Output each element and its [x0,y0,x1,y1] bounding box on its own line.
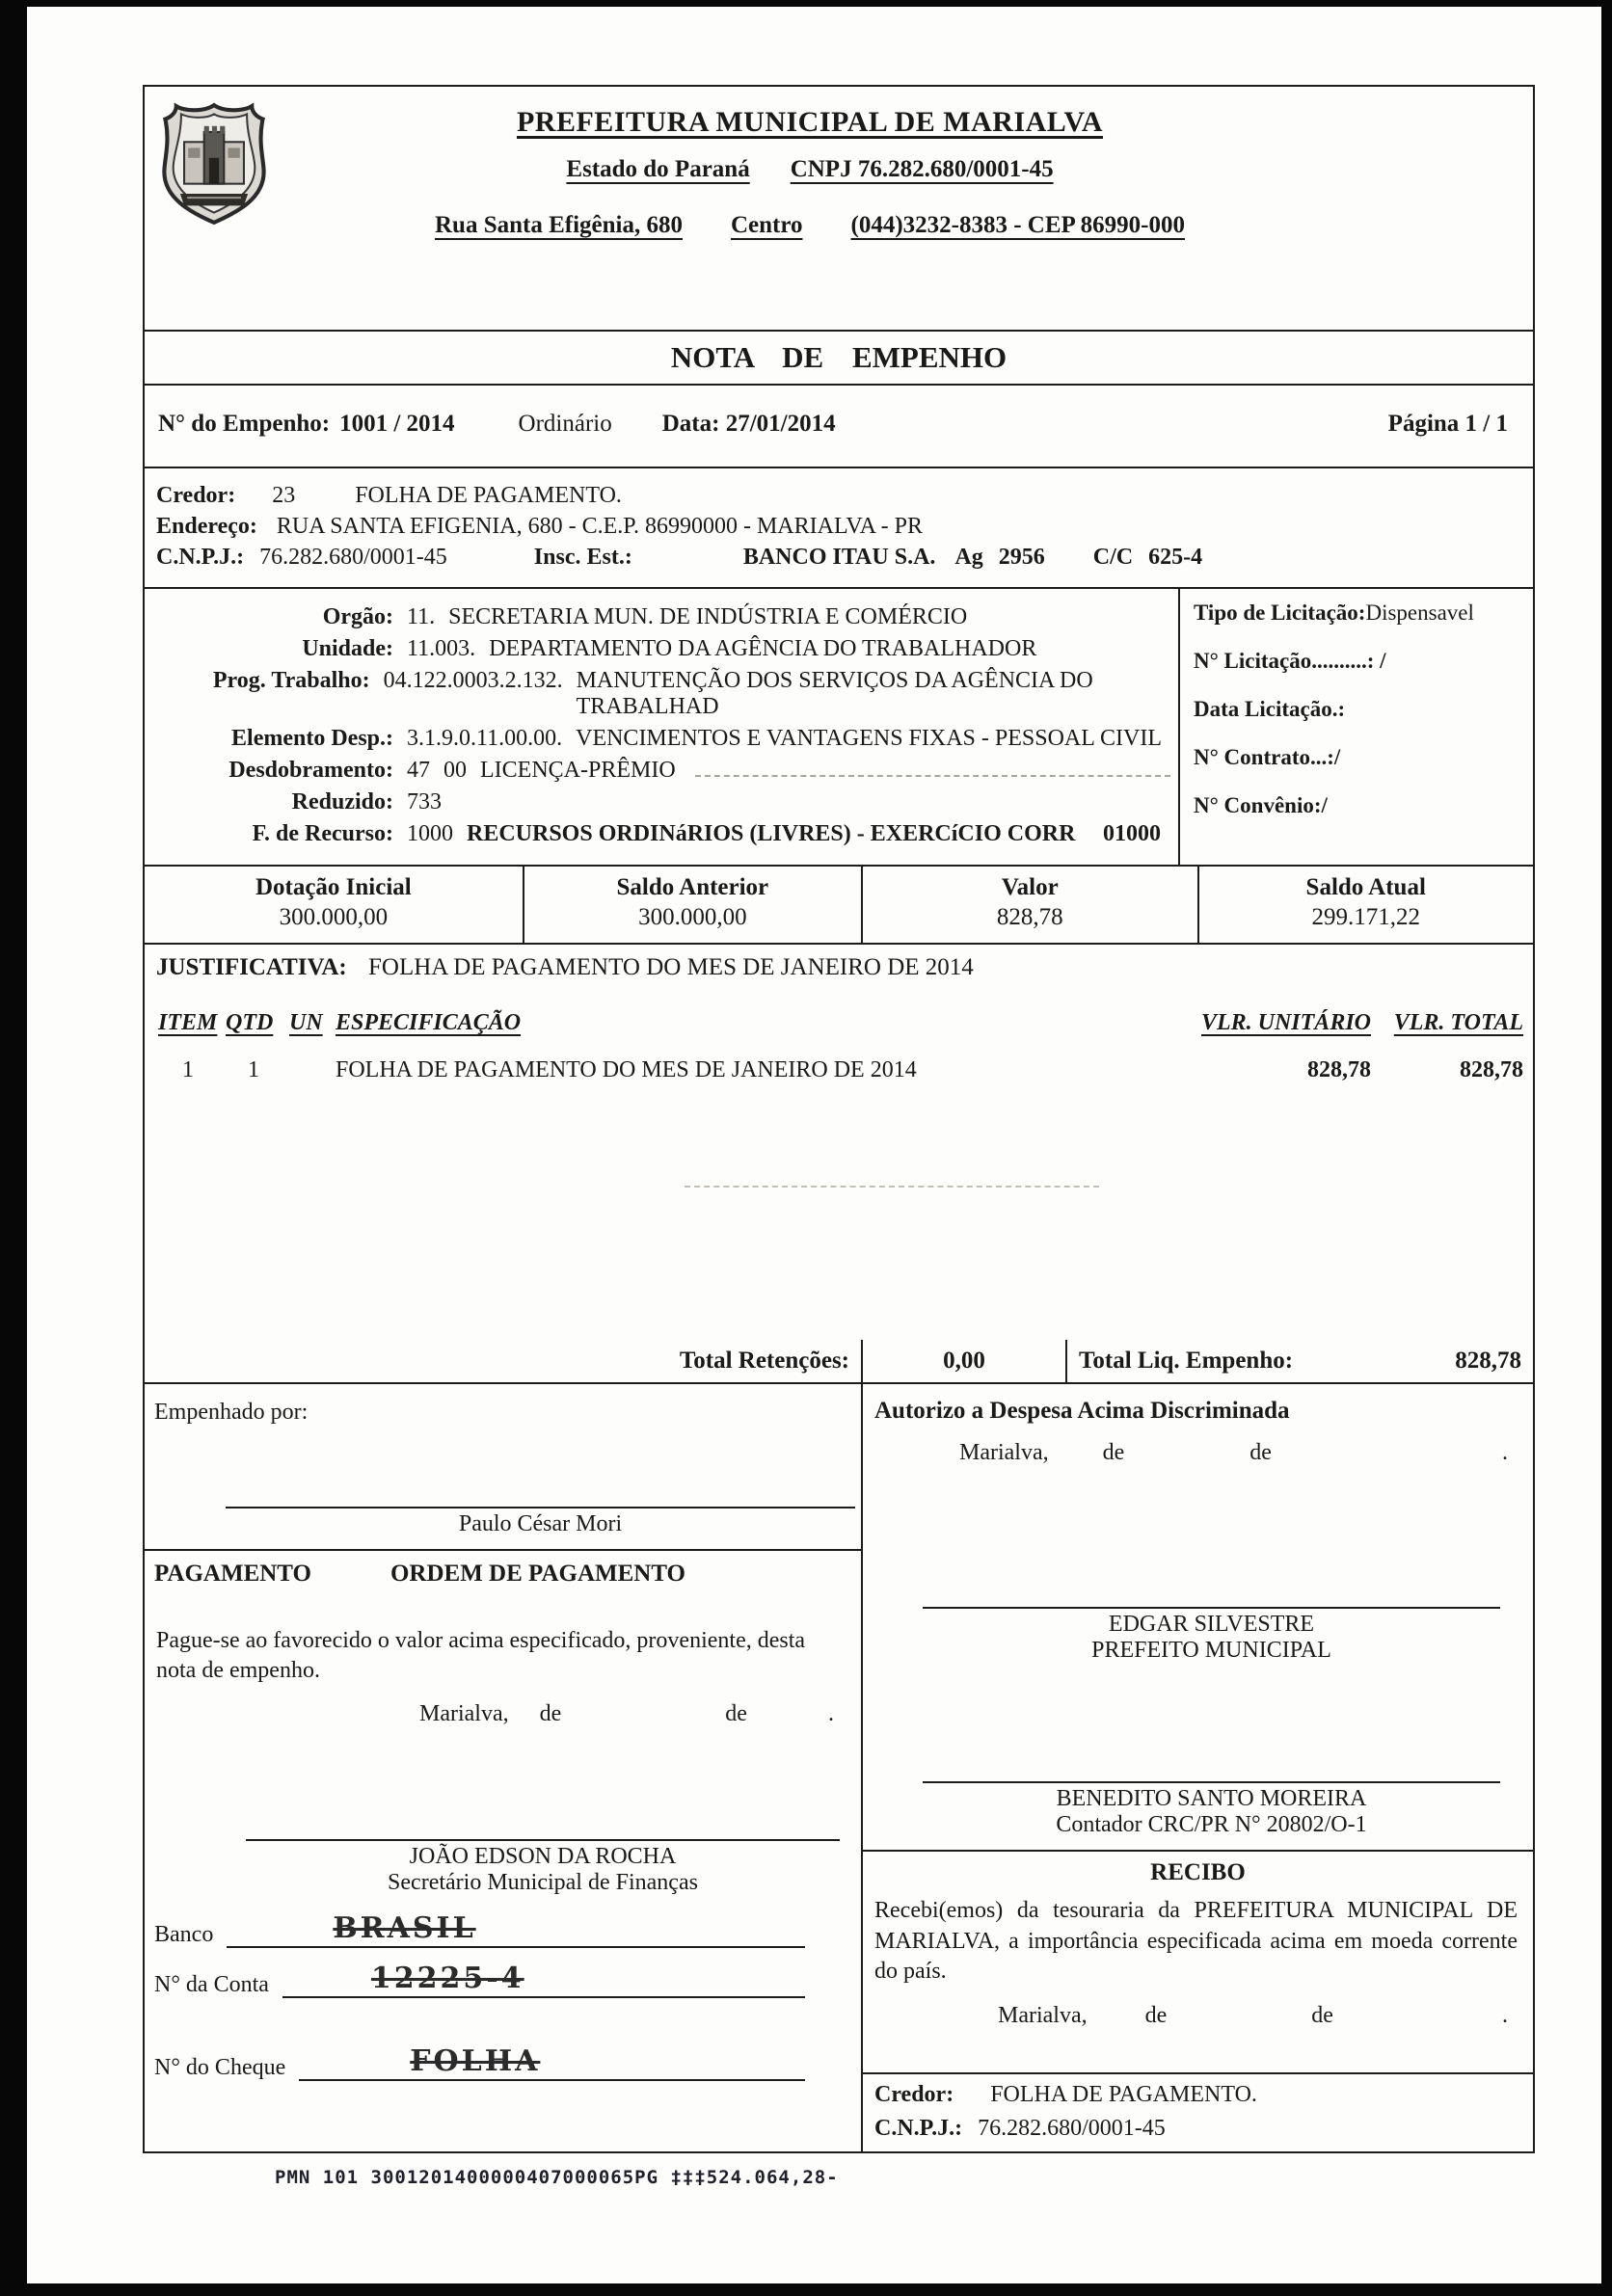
banco-manuscrito: BRASIL [333,1911,476,1946]
dotacao-inicial-header: Dotação Inicial [255,874,412,900]
saldo-atual-header: Saldo Atual [1305,874,1426,900]
numero-contrato-label: N° Contrato...:/ [1194,745,1341,769]
agencia-label: Ag [954,545,983,570]
dotacao-inicial-value: 300.000,00 [279,904,389,930]
contador-signature-block [923,1781,1500,1838]
cnpj-row [156,545,1519,571]
desdobramento-code2: 00 [443,758,467,783]
ponto-final: . [1502,2003,1508,2029]
prefeito-signature-block [923,1607,1500,1664]
recibo-credor-label: Credor: [874,2082,954,2107]
reduzido-label: Reduzido: [291,789,393,814]
elemento-desp-code: 3.1.9.0.11.00.00. [407,726,563,751]
municipal-crest-logo [145,87,313,232]
data-local-row-direita-2 [863,1988,1533,2029]
header-text [313,87,1306,239]
orcamento-section [143,587,1535,867]
valor-cell [861,867,1196,943]
prog-trabalho-row [145,668,1178,720]
totais-row [143,1338,1535,1384]
total-liquido-cell [1067,1340,1533,1382]
autorizo-despesa-label: Autorizo a Despesa Acima Discriminada [874,1398,1290,1424]
numero-convenio-label: N° Convênio:/ [1194,793,1328,817]
item-number: 1 [182,1057,194,1082]
header-line-2 [313,156,1306,183]
prog-trabalho-desc: MANUTENÇÃO DOS SERVIÇOS DA AGÊNCIA DO TRABALHAD [576,668,1093,719]
itens-header-row [145,1010,1533,1036]
banco-line [227,1911,805,1948]
saldo-anterior-cell [523,867,861,943]
de-label: de [1249,1440,1272,1465]
ordem-pagamento-label: ORDEM DE PAGAMENTO [390,1561,685,1587]
cnpj-label: C.N.P.J.: [156,545,245,570]
secretario-signature-block [246,1839,840,1896]
elemento-desp-desc: VENCIMENTOS E VANTAGENS FIXAS - PESSOAL CIVIL [576,726,1163,751]
banco-label: Banco [154,1922,214,1948]
saldos-table [143,865,1535,945]
agencia-value: 2956 [998,545,1045,570]
justificativa-label: JUSTIFICATIVA: [156,954,347,980]
endereco-value: RUA SANTA EFIGENIA, 680 - C.E.P. 86990000 - MARIALVA - PR [276,514,924,539]
dot-matrix-footer-code: PMN 101 3001201400000407000065PG ‡‡‡524.064,28- [275,2167,839,2188]
prefeito-nome: EDGAR SILVESTRE [1108,1612,1315,1637]
unidade-label: Unidade: [302,636,393,661]
coluna-esquerda [145,1384,863,2151]
total-liquido-label: Total Liq. Empenho: [1079,1348,1294,1374]
nota-de-empenho-form [143,85,1535,2153]
de-label: de [1311,2003,1333,2029]
prefeito-cargo: PREFEITO MUNICIPAL [1091,1638,1331,1663]
numero-licitacao-label: N° Licitação..........: / [1194,649,1386,673]
contador-cargo: Contador CRC/PR N° 20802/O-1 [1056,1812,1367,1837]
fonte-recurso-code: 1000 [407,821,453,846]
especificacao-col-header: ESPECIFICAÇÃO [336,1010,522,1035]
vlr-total-col-header: VLR. TOTAL [1393,1010,1523,1035]
secretario-nome: JOÃO EDSON DA ROCHA [409,1844,677,1870]
valor-value: 828,78 [996,904,1063,930]
recibo-cnpj-row [863,2108,1533,2142]
cidade-label: Marialva, [959,1440,1049,1465]
item-especificacao: FOLHA DE PAGAMENTO DO MES DE JANEIRO DE 2014 [336,1057,917,1082]
scan-dash-artifact-2 [685,1186,1099,1188]
prog-trabalho-code: 04.122.0003.2.132. [383,668,563,693]
crest-icon [160,102,268,226]
cheque-fieldrow [145,2044,861,2108]
itens-section [143,993,1535,1340]
recibo-credor-row [863,2074,1533,2108]
endereco-label: Endereço: [156,514,257,539]
fonte-recurso-row [145,821,1178,847]
justificativa-row [143,943,1535,995]
cnpj-header: CNPJ 76.282.680/0001-45 [790,156,1054,182]
empenho-date: Data: 27/01/2014 [661,411,836,437]
fonte-recurso-label: F. de Recurso: [252,821,393,846]
recibo-credor-value: FOLHA DE PAGAMENTO. [990,2082,1257,2107]
data-local-row-esquerda [145,1686,861,1727]
scan-edge-right [1601,0,1612,2296]
ordem-pagamento-texto: Pague-se ao favorecido o valor acima especificado, proveniente, desta nota de empenho. [156,1628,806,1684]
credor-label: Credor: [156,483,236,508]
conta-corrente-value: 625-4 [1148,545,1203,570]
total-retencoes-label: Total Retenções: [145,1340,863,1382]
document-header [143,85,1535,332]
endereco-row [156,514,1519,540]
item-row [145,1057,1533,1083]
empenhado-nome: Paulo César Mori [458,1511,623,1536]
tipo-licitacao-value: Dispensavel [1365,601,1474,625]
scan-edge-bottom [0,2283,1612,2296]
recibo-box [863,1850,1533,2151]
conta-fieldrow [145,1962,861,1998]
orgao-code: 11. [407,604,436,629]
credor-code: 23 [272,483,296,508]
cnpj-value: 76.282.680/0001-45 [259,545,447,570]
fonte-recurso-desc: RECURSOS ORDINáRIOS (LIVRES) - EXERCíCIO CORR [467,821,1076,846]
pagamento-box [145,1549,861,2151]
recibo-cnpj-label: C.N.P.J.: [874,2116,963,2141]
conta-corrente-label: C/C [1092,545,1134,570]
street-address: Rua Santa Efigênia, 680 [434,212,683,238]
recibo-texto: Recebi(emos) da tesouraria da PREFEITURA MUNICIPAL DE MARIALVA, a importância especificada acima em moeda corrente do país. [874,1898,1518,1985]
data-licitacao-label: Data Licitação.: [1194,697,1346,721]
header-line-3 [313,212,1306,239]
qtd-col-header: QTD [226,1010,274,1035]
reduzido-row [145,789,1178,815]
data-local-row-direita-1 [863,1425,1533,1466]
document-title: NOTA DE EMPENHO [143,330,1535,386]
desdobramento-desc: LICENÇA-PRÊMIO [480,758,676,783]
total-liquido-value: 828,78 [1455,1348,1521,1374]
numero-conta-label: N° da Conta [154,1972,269,1998]
unidade-row [145,636,1178,662]
un-col-header: UN [289,1010,323,1035]
cheque-line [299,2044,805,2081]
insc-est-label: Insc. Est.: [533,545,632,570]
district-label: Centro [730,212,803,238]
saldo-atual-value: 299.171,22 [1311,904,1420,930]
valor-header: Valor [1001,874,1059,900]
scan-dash-artifact [695,775,1170,777]
saldo-anterior-header: Saldo Anterior [616,874,769,900]
cidade-label: Marialva, [998,2003,1088,2029]
item-vlr-total: 828,78 [1460,1057,1523,1082]
empenho-type: Ordinário [518,411,612,437]
recibo-cnpj-value: 76.282.680/0001-45 [978,2116,1166,2141]
vlr-unitario-col-header: VLR. UNITÁRIO [1200,1010,1371,1035]
orcamento-classification [145,589,1178,865]
desdobramento-row [145,758,1178,784]
cheque-manuscrito: FOLHA [410,2044,541,2079]
recibo-titulo: RECIBO [1150,1859,1246,1885]
reduzido-code: 733 [407,789,442,814]
conta-manuscrito: 12225-4 [370,1962,524,1996]
scan-edge-top [0,0,1612,7]
ponto-final: . [827,1701,834,1727]
tipo-licitacao-row [1194,601,1527,626]
fonte-recurso-extra: 01000 [1103,821,1161,846]
unidade-desc: DEPARTAMENTO DA AGÊNCIA DO TRABALHADOR [489,636,1037,661]
item-qtd: 1 [248,1057,259,1082]
desdobramento-label: Desdobramento: [228,758,393,783]
saldo-atual-cell [1197,867,1533,943]
empenho-header-row [143,384,1535,468]
banco-fieldrow [145,1911,861,1948]
cidade-label: Marialva, [419,1701,509,1727]
empenho-number: 1001 / 2014 [339,411,455,437]
total-retencoes-value: 0,00 [863,1340,1067,1382]
tipo-licitacao-label: Tipo de Licitação: [1194,601,1366,625]
elemento-desp-row [145,726,1178,752]
prefeitura-title: PREFEITURA MUNICIPAL DE MARIALVA [516,106,1104,138]
pagamento-label: PAGAMENTO [154,1561,311,1587]
estado-label: Estado do Paraná [566,156,750,182]
empenhado-por-label: Empenhado por: [154,1400,309,1425]
dotacao-inicial-cell [145,867,523,943]
secretario-cargo: Secretário Municipal de Finanças [388,1870,698,1896]
orgao-desc: SECRETARIA MUN. DE INDÚSTRIA E COMÉRCIO [448,604,968,629]
de-label: de [1102,1440,1125,1465]
phone-cep: (044)3232-8383 - CEP 86990-000 [850,212,1185,238]
pagamento-header [145,1551,861,1588]
de-label: de [539,1701,562,1727]
unidade-code: 11.003. [407,636,476,661]
page-indicator: Página 1 / 1 [1387,411,1508,437]
de-label: de [1144,2003,1168,2029]
contador-nome: BENEDITO SANTO MOREIRA [1056,1786,1367,1811]
orgao-row [145,604,1178,630]
coluna-direita [863,1384,1533,2151]
licitacao-column [1178,589,1533,865]
prog-trabalho-label: Prog. Trabalho: [212,668,370,693]
ponto-final: . [1502,1440,1508,1465]
item-vlr-unitario: 828,78 [1307,1057,1371,1082]
desdobramento-code: 47 [407,758,430,783]
empenhado-signature-block [226,1507,855,1537]
recibo-credor-block [863,2072,1533,2151]
empenho-number-label: N° do Empenho: [158,411,331,437]
credor-row [156,483,1519,509]
conta-line [282,1962,805,1998]
orgao-label: Orgão: [322,604,393,629]
credor-name: FOLHA DE PAGAMENTO. [355,483,622,508]
credor-section [143,467,1535,589]
item-col-header: ITEM [158,1010,218,1035]
de-label: de [725,1701,747,1727]
banco-value: BANCO ITAU S.A. [742,545,936,570]
elemento-desp-label: Elemento Desp.: [231,726,393,751]
saldo-anterior-value: 300.000,00 [638,904,747,930]
assinaturas-section [143,1382,1535,2153]
justificativa-text: FOLHA DE PAGAMENTO DO MES DE JANEIRO DE 2014 [367,954,974,980]
numero-cheque-label: N° do Cheque [154,2055,286,2081]
scan-edge-left [0,0,27,2296]
